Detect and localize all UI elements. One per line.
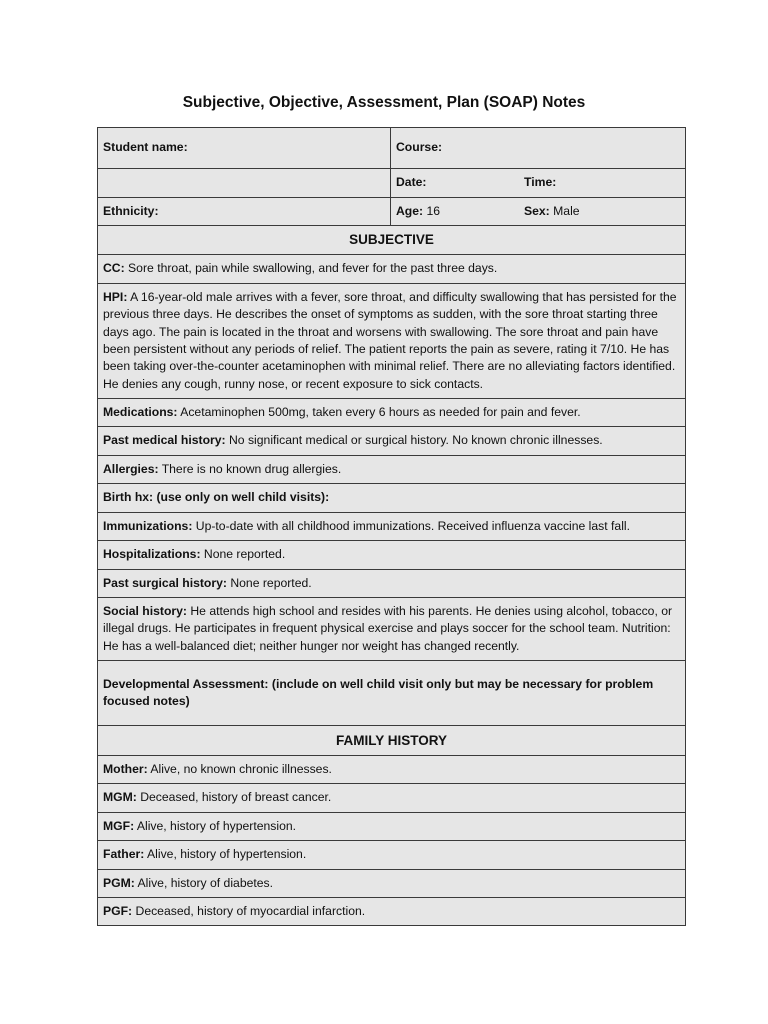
cc-label: CC: xyxy=(103,261,125,276)
immunizations-cell[interactable] xyxy=(98,513,686,541)
mother-label: Mother: xyxy=(103,761,148,776)
sex-field[interactable] xyxy=(524,203,580,220)
immunizations-label: Immunizations: xyxy=(103,518,193,533)
hospitalizations-text: None reported. xyxy=(200,547,286,562)
past-medical-history-row xyxy=(98,427,686,456)
time-field[interactable] xyxy=(524,174,556,191)
pgf-label: PGF: xyxy=(103,903,133,918)
past-medical-history-text: No significant medical or surgical history. No known chronic illnesses. xyxy=(225,433,603,448)
medications-row xyxy=(98,399,686,427)
mgf-row xyxy=(98,813,686,841)
father-cell[interactable] xyxy=(98,841,686,870)
allergies-cell[interactable] xyxy=(98,456,686,484)
page-title: Subjective, Objective, Assessment, Plan (SOAP) Notes xyxy=(182,94,586,111)
date-field[interactable] xyxy=(396,174,524,191)
mgf-cell[interactable] xyxy=(98,813,686,841)
immunizations-text: Up-to-date with all childhood immunizations. Received influenza vaccine last fall. xyxy=(192,518,631,533)
social-history-label: Social history: xyxy=(103,603,187,618)
pgm-cell[interactable] xyxy=(98,870,686,898)
student-name-label: Student name: xyxy=(103,140,188,155)
medications-text: Acetaminophen 500mg, taken every 6 hours as needed for pain and fever. xyxy=(177,404,581,419)
age-field[interactable] xyxy=(396,203,524,220)
allergies-row xyxy=(98,456,686,484)
mother-cell[interactable] xyxy=(98,756,686,784)
date-label: Date: xyxy=(396,175,427,190)
cc-row xyxy=(98,255,686,284)
course-label: Course: xyxy=(396,140,443,155)
developmental-assessment-label: Developmental Assessment: (include on well child visit only but may be necessary for problem focused notes) xyxy=(103,676,654,708)
mgm-text: Deceased, history of breast cancer. xyxy=(136,790,332,805)
ethnicity-label: Ethnicity: xyxy=(103,203,159,218)
father-label: Father: xyxy=(103,847,145,862)
father-row xyxy=(98,841,686,870)
hpi-cell[interactable] xyxy=(98,284,686,399)
medications-label: Medications: xyxy=(103,404,178,419)
subjective-header-row xyxy=(98,226,686,255)
cc-cell[interactable] xyxy=(98,255,686,284)
pgm-row xyxy=(98,870,686,898)
mgm-label: MGM: xyxy=(103,790,137,805)
mgf-label: MGF: xyxy=(103,818,135,833)
family-history-header-row xyxy=(98,726,686,756)
past-surgical-history-row xyxy=(98,570,686,598)
birth-hx-label: Birth hx: (use only on well child visits): xyxy=(103,490,330,505)
pgf-cell[interactable] xyxy=(98,898,686,926)
allergies-text: There is no known drug allergies. xyxy=(158,461,342,476)
student-name-field[interactable] xyxy=(98,128,391,169)
past-medical-history-cell[interactable] xyxy=(98,427,686,456)
blank-cell xyxy=(98,169,391,198)
hpi-label: HPI: xyxy=(103,289,128,304)
course-field[interactable] xyxy=(391,128,686,169)
age-value: 16 xyxy=(423,203,441,218)
hpi-text: A 16-year-old male arrives with a fever, sore throat, and difficulty swallowing that has persisted for the previous three days. He describes the onset of symptoms as sudden, with the sore throat starting three days ago. The pain is located in the throat and worsens with swallowing. The sore throat and pain have been persistent without any periods of relief. The patient reports the pain as severe, rating it 7/10. He has been taking over-the-counter acetaminophen with minimal relief. There are no alleviating factors identified. He denies any cough, runny nose, or recent exposure to sick contacts. xyxy=(103,289,677,391)
pgf-row xyxy=(98,898,686,926)
immunizations-row xyxy=(98,513,686,541)
mother-text: Alive, no known chronic illnesses. xyxy=(147,761,332,776)
cc-text: Sore throat, pain while swallowing, and fever for the past three days. xyxy=(124,261,498,276)
hospitalizations-label: Hospitalizations: xyxy=(103,547,201,562)
developmental-assessment-cell[interactable] xyxy=(98,661,686,726)
time-label: Time: xyxy=(524,175,557,190)
past-surgical-history-label: Past surgical history: xyxy=(103,575,227,590)
age-sex-cell xyxy=(391,198,686,226)
hospitalizations-row xyxy=(98,541,686,570)
hospitalizations-cell[interactable] xyxy=(98,541,686,570)
social-history-cell[interactable] xyxy=(98,598,686,661)
age-label: Age: xyxy=(396,203,424,218)
pgm-text: Alive, history of diabetes. xyxy=(134,875,274,890)
birth-hx-row xyxy=(98,484,686,513)
ethnicity-field[interactable] xyxy=(98,198,391,226)
social-history-row xyxy=(98,598,686,661)
sex-label: Sex: xyxy=(524,203,550,218)
hpi-row xyxy=(98,284,686,399)
mgm-row xyxy=(98,784,686,813)
date-time-cell xyxy=(391,169,686,198)
mother-row xyxy=(98,756,686,784)
soap-notes-table xyxy=(97,127,686,926)
past-medical-history-label: Past medical history: xyxy=(103,433,226,448)
medications-cell[interactable] xyxy=(98,399,686,427)
developmental-assessment-row xyxy=(98,661,686,726)
date-time-row xyxy=(98,169,686,198)
allergies-label: Allergies: xyxy=(103,461,159,476)
ethnicity-age-sex-row xyxy=(98,198,686,226)
family-history-heading: FAMILY HISTORY xyxy=(98,726,686,756)
pgm-label: PGM: xyxy=(103,875,135,890)
mgf-text: Alive, history of hypertension. xyxy=(134,818,297,833)
pgf-text: Deceased, history of myocardial infarction. xyxy=(132,903,366,918)
past-surgical-history-cell[interactable] xyxy=(98,570,686,598)
birth-hx-cell[interactable] xyxy=(98,484,686,513)
past-surgical-history-text: None reported. xyxy=(226,575,312,590)
social-history-text: He attends high school and resides with his parents. He denies using alcohol, tobacco, or illegal drugs. He participates in frequent physical exercise and plays soccer for the school team. Nutrition: He has a well-balanced diet; neither hunger nor weight has changed recently. xyxy=(103,603,673,653)
student-course-row xyxy=(98,128,686,169)
mgm-cell[interactable] xyxy=(98,784,686,813)
subjective-heading: SUBJECTIVE xyxy=(98,226,686,255)
sex-value: Male xyxy=(549,203,580,218)
father-text: Alive, history of hypertension. xyxy=(144,847,307,862)
